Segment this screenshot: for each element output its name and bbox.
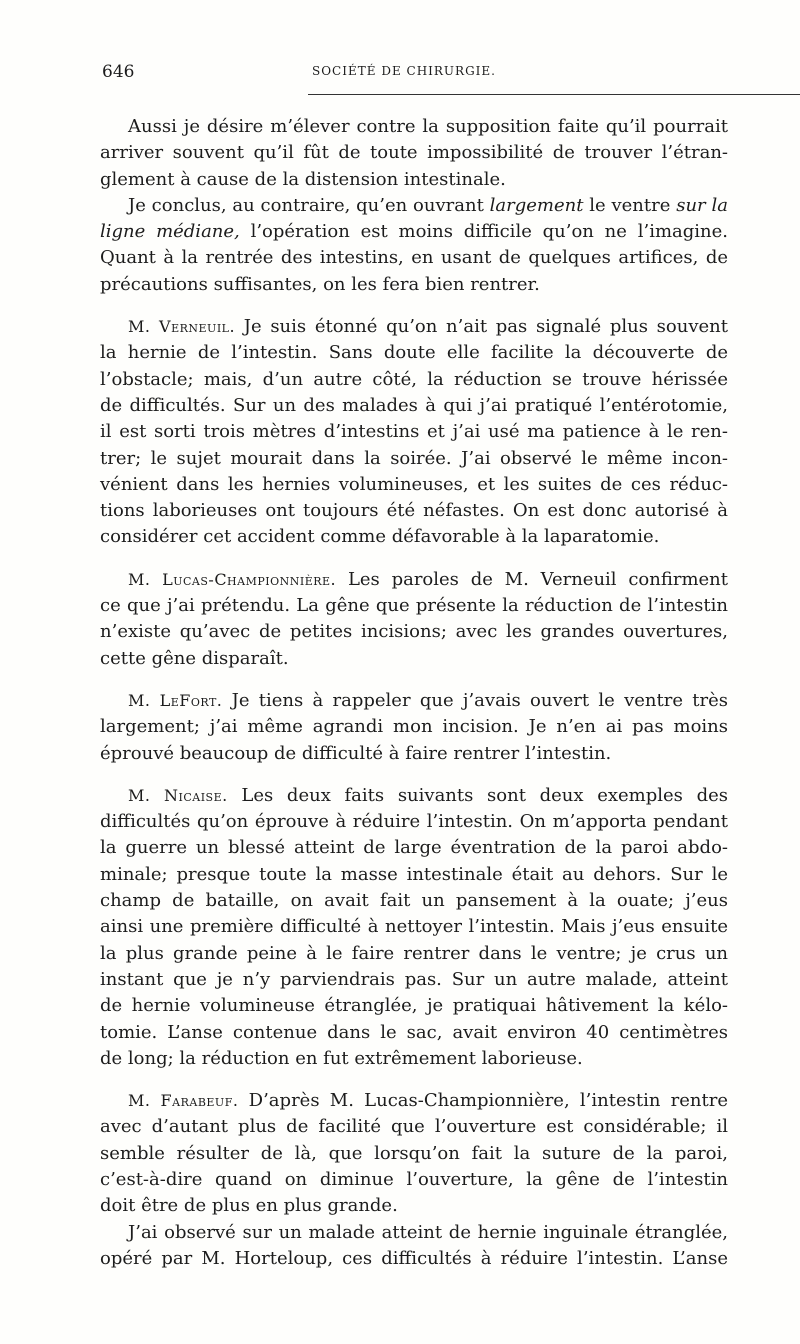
running-head: SOCIÉTÉ DE CHIRURGIE. [312,64,496,78]
text-line: tomie. L’anse contenue dans le sac, avait environ 40 centimètres [100,1021,728,1043]
text-line: trer; le sujet mourait dans la soirée. J’ai observé le même incon- [100,447,728,469]
text-line: champ de bataille, on avait fait un pansement à la ouate; j’eus [100,890,728,912]
text-line [100,314,728,340]
paragraph [100,567,728,672]
text-line [100,783,728,809]
body-text [100,114,728,1272]
text-line: J’ai observé sur un malade atteint de hernie inguinale étranglée, [128,1221,728,1243]
text-line: la hernie de l’intestin. Sans doute elle facilite la découverte de [100,342,728,364]
text-line: l’obstacle; mais, d’un autre côté, la réduction se trouve hérissée [100,368,728,390]
paragraph-gap [100,767,728,783]
speaker-name: M. Nicaise. [128,785,228,805]
text-line: minale; presque toute la masse intestinale était au dehors. Sur le [100,863,728,885]
text-line: avec d’autant plus de facilité que l’ouverture est considérable; il [100,1116,728,1138]
text-line: ainsi une première difficulté à nettoyer l’intestin. Mais j’eus ensuite [100,916,728,938]
text-line: opéré par M. Horteloup, ces difficultés à réduire l’intestin. L’anse [100,1247,728,1269]
text-line: Aussi je désire m’élever contre la supposition faite qu’il pourrait [128,116,728,137]
document-page [100,58,728,1269]
text-line: difficultés qu’on éprouve à réduire l’intestin. On m’apporta pendant [100,811,728,833]
speaker-name: M. LeFort. [128,690,223,710]
paragraph [100,114,728,193]
text-line: de hernie volumineuse étranglée, je pratiquai hâtivement la kélo- [100,995,728,1017]
paragraph [100,193,728,298]
speaker-name: M. Farabeuf. [128,1091,239,1111]
text-line: considérer cet accident comme défavorable à la laparatomie. [100,526,660,548]
paragraph [100,783,728,1072]
text-segment: l’opération est moins difficile qu’on ne l’imagine. [250,221,728,243]
header-rule [308,94,800,95]
text-line: de long; la réduction en fut extrêmement laborieuse. [100,1047,583,1069]
text-segment: D’après M. Lucas-Championnière, l’intestin rentre [248,1090,728,1112]
italic-text: ligne médiane, [100,221,240,243]
text-line: tions laborieuses ont toujours été néfastes. On est donc autorisé à [100,500,728,522]
speaker-name: M. Lucas-Championnière. [128,569,337,589]
text-line: glement à cause de la distension intestinale. [100,168,506,190]
page-number: 646 [102,62,135,82]
text-line: instant que je n’y parviendrais pas. Sur un autre malade, atteint [100,968,728,990]
text-line: Quant à la rentrée des intestins, en usant de quelques artifices, de [100,247,728,269]
text-line [100,688,728,714]
text-line: éprouvé beaucoup de difficulté à faire rentrer l’intestin. [100,742,612,764]
paragraph-gap [100,1072,728,1088]
text-segment: Je tiens à rappeler que j’avais ouvert le ventre très [231,689,728,711]
text-line: doit être de plus en plus grande. [100,1195,398,1217]
page-header [100,58,728,88]
text-line: la guerre un blessé atteint de large éventration de la paroi abdo- [100,837,728,859]
paragraph [100,314,728,551]
paragraph-gap [100,551,728,567]
text-line: précautions suffisantes, on les fera bien rentrer. [100,273,540,295]
text-line [100,219,728,245]
text-line: il est sorti trois mètres d’intestins et j’ai usé ma patience à le ren- [100,421,728,443]
text-line: largement; j’ai même agrandi mon incision. Je n’en ai pas moins [100,716,728,738]
text-line: vénient dans les hernies volumineuses, et les suites de ces réduc- [100,473,728,495]
paragraph-gap [100,298,728,314]
text-line [100,193,728,219]
text-line: c’est-à-dire quand on diminue l’ouverture, la gêne de l’intestin [100,1168,728,1190]
text-line: cette gêne disparaît. [100,647,289,669]
text-segment: Je suis étonné qu’on n’ait pas signalé plus souvent [243,316,728,338]
paragraph [100,1088,728,1219]
text-line: la plus grande peine à le faire rentrer dans le ventre; je crus un [100,942,728,964]
text-line [100,1088,728,1114]
paragraph [100,688,728,767]
italic-text: sur la [676,194,728,216]
text-segment: Les paroles de M. Verneuil confirment [347,568,728,590]
text-line: semble résulter de là, que lorsqu’on fait la suture de la paroi, [100,1142,728,1164]
text-line: n’existe qu’avec de petites incisions; avec les grandes ouvertures, [100,621,728,643]
text-line: ce que j’ai prétendu. La gêne que présente la réduction de l’intestin [100,595,728,617]
text-segment: le ventre [589,194,671,216]
italic-text: largement [489,194,584,216]
text-segment: Je conclus, au contraire, qu’en ouvrant [128,194,484,216]
text-line: arriver souvent qu’il fût de toute impossibilité de trouver l’étran- [100,142,728,164]
paragraph [100,1220,728,1273]
speaker-name: M. Verneuil. [128,317,236,337]
text-line: de difficultés. Sur un des malades à qui j’ai pratiqué l’entérotomie, [100,394,728,416]
paragraph-gap [100,672,728,688]
text-segment: Les deux faits suivants sont deux exemples des [241,784,728,806]
text-line [100,567,728,593]
